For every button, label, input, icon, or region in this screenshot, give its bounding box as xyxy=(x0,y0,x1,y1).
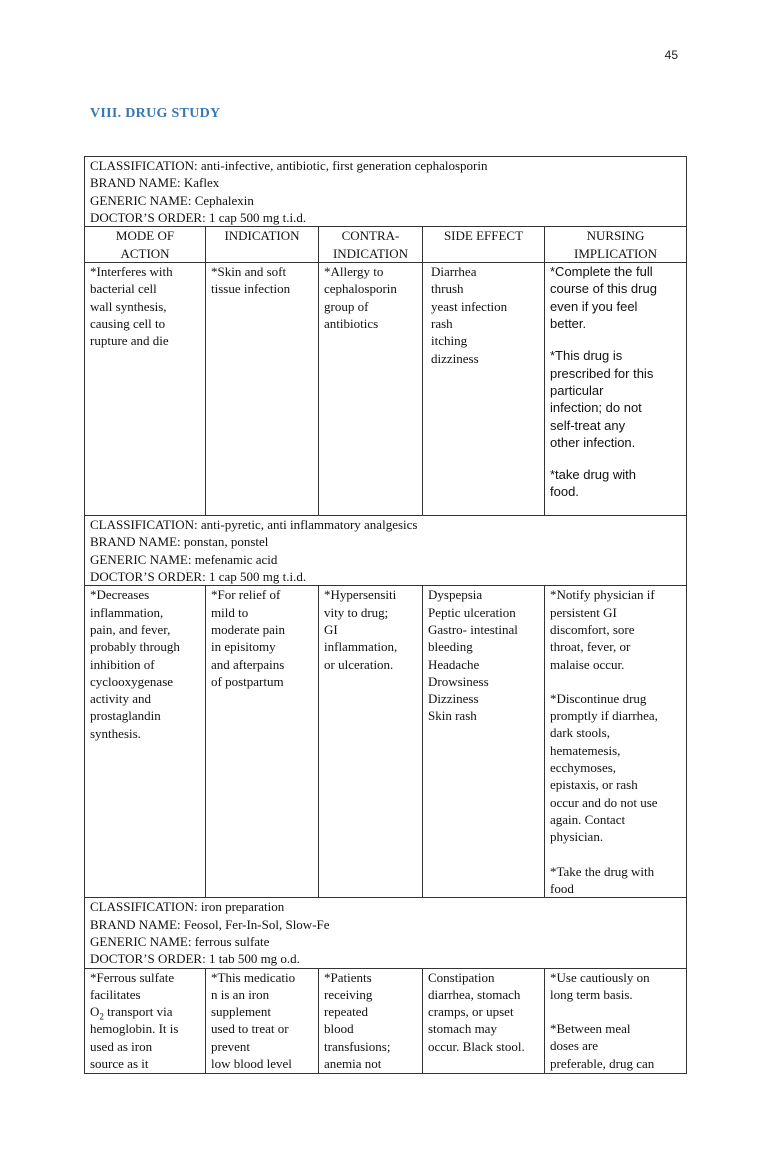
generic-name: GENERIC NAME: ferrous sulfate xyxy=(90,933,270,949)
drug-header-row xyxy=(85,516,687,586)
nursing-implication xyxy=(545,263,687,516)
classification: CLASSIFICATION: anti-infective, antibiotic, first generation cephalosporin xyxy=(90,158,488,173)
col-contra-indication: CONTRA- INDICATION xyxy=(319,227,423,263)
indication: *Skin and soft tissue infection xyxy=(206,263,319,516)
contra-indication: *Patients receiving repeated blood transfusions; anemia not xyxy=(319,968,423,1073)
brand-name: BRAND NAME: Kaflex xyxy=(90,175,220,191)
column-header-row xyxy=(85,227,687,263)
nursing-note: *Discontinue drug promptly if diarrhea, dark stools, hematemesis, ecchymoses, epistaxis, or rash occur and do not use again. Contact physician. xyxy=(550,690,658,845)
col-nursing-implication: NURSING IMPLICATION xyxy=(545,227,687,263)
drug-header-row xyxy=(85,157,687,227)
drug-detail-row xyxy=(85,586,687,898)
col-side-effect: SIDE EFFECT xyxy=(423,227,545,263)
generic-name: GENERIC NAME: mefenamic acid xyxy=(90,551,278,567)
nursing-note: *Take the drug with food xyxy=(550,863,655,896)
doctors-order: DOCTOR’S ORDER: 1 cap 500 mg t.i.d. xyxy=(90,209,307,225)
section-title: VIII. DRUG STUDY xyxy=(90,106,221,121)
side-effect: Diarrhea thrush yeast infection rash itching dizziness xyxy=(423,263,545,516)
nursing-implication xyxy=(545,586,687,898)
col-indication: INDICATION xyxy=(206,227,319,263)
indication: *For relief of mild to moderate pain in episitomy and afterpains of postpartum xyxy=(206,586,319,898)
col-mode-of-action: MODE OF ACTION xyxy=(85,227,206,263)
doctors-order: DOCTOR’S ORDER: 1 tab 500 mg o.d. xyxy=(90,951,300,967)
nursing-implication xyxy=(545,968,687,1073)
classification: CLASSIFICATION: anti-pyretic, anti inflammatory analgesics xyxy=(90,517,418,533)
generic-name: GENERIC NAME: Cephalexin xyxy=(90,192,254,208)
mode-of-action: *Interferes with bacterial cell wall synthesis, causing cell to rupture and die xyxy=(85,263,206,516)
drug-detail-row xyxy=(85,968,687,1073)
contra-indication: *Allergy to cephalosporin group of antibiotics xyxy=(319,263,423,516)
contra-indication: *Hypersensiti vity to drug; GI inflammation, or ulceration. xyxy=(319,586,423,898)
doctors-order: DOCTOR’S ORDER: 1 cap 500 mg t.i.d. xyxy=(90,569,307,585)
mode-of-action: *Decreases inflammation, pain, and fever, probably through inhibition of cyclooxygenase activity and prostaglandin synthesis. xyxy=(85,586,206,898)
drug-study-table xyxy=(84,156,687,1074)
page-number: 45 xyxy=(664,48,678,62)
classification: CLASSIFICATION: iron preparation xyxy=(90,899,285,915)
nursing-note: *This drug is prescribed for this particular infection; do not self-treat any other infection. xyxy=(550,348,654,450)
nursing-note: *take drug with food. xyxy=(550,467,636,500)
indication: *This medicatio n is an iron supplement used to treat or prevent low blood level xyxy=(206,968,319,1073)
nursing-note: *Notify physician if persistent GI discomfort, sore throat, fever, or malaise occur. xyxy=(550,587,655,672)
side-effect: Constipation diarrhea, stomach cramps, or upset stomach may occur. Black stool. xyxy=(423,968,545,1073)
nursing-note: *Complete the full course of this drug even if you feel better. xyxy=(550,264,657,332)
brand-name: BRAND NAME: Feosol, Fer-In-Sol, Slow-Fe xyxy=(90,916,330,932)
drug-header-row xyxy=(85,898,687,968)
nursing-note: *Between meal doses are preferable, drug can xyxy=(550,1021,655,1071)
nursing-note: *Use cautiously on long term basis. xyxy=(550,969,650,1002)
brand-name: BRAND NAME: ponstan, ponstel xyxy=(90,534,269,550)
mode-of-action: *Ferrous sulfate facilitates $O_2$ transport via hemoglobin. It is used as iron source as it xyxy=(85,968,206,1073)
drug-detail-row xyxy=(85,263,687,516)
side-effect: Dyspepsia Peptic ulceration Gastro- intestinal bleeding Headache Drowsiness Dizziness Skin rash xyxy=(423,586,545,898)
